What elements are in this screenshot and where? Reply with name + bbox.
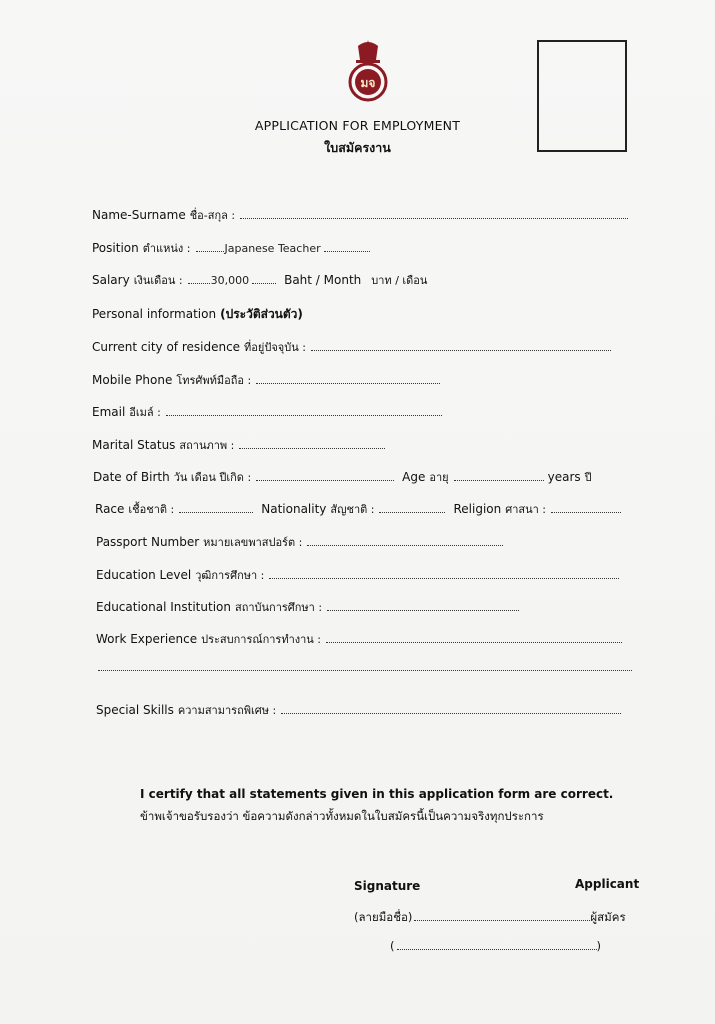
salary-dots-after: [252, 273, 276, 284]
passport-label: Passport Number: [96, 535, 200, 549]
work-field[interactable]: [326, 632, 622, 643]
printed-name-row: [390, 939, 601, 953]
position-dots-after: [324, 241, 370, 252]
salary-label: Salary: [92, 273, 130, 287]
email-field[interactable]: [166, 405, 442, 416]
religion-label: Religion: [453, 502, 502, 516]
form-title: APPLICATION FOR EMPLOYMENT: [254, 118, 461, 133]
signature-label: Signature: [354, 879, 421, 893]
nationality-field[interactable]: [379, 502, 445, 513]
salary-unit-thai: บาท / เดือน: [371, 274, 428, 287]
email-label-thai: อีเมล์ :: [129, 406, 161, 419]
city-label-thai: ที่อยู่ปัจจุบัน :: [244, 341, 306, 354]
age-field[interactable]: [454, 470, 544, 481]
printed-name-field[interactable]: [397, 939, 597, 950]
institution-field[interactable]: [327, 600, 519, 611]
city-field[interactable]: [311, 340, 611, 351]
salary-label-thai: เงินเดือน :: [133, 274, 183, 287]
marital-label-thai: สถานภาพ :: [179, 439, 235, 452]
name-row: [92, 206, 628, 224]
work-field-line-2[interactable]: [98, 660, 632, 671]
city-row: [92, 338, 611, 356]
work-label: Work Experience: [96, 632, 198, 646]
personal-info-heading: [92, 305, 306, 324]
email-label: Email: [92, 405, 126, 419]
salary-row: [92, 271, 430, 289]
position-label: Position: [92, 241, 139, 255]
age-label-thai: อายุ: [429, 471, 449, 484]
email-row: [92, 403, 442, 421]
name-label: Name-Surname: [92, 208, 186, 222]
age-label: Age: [402, 470, 426, 484]
certification-statement-thai: ข้าพเจ้าขอรับรองว่า ข้อความดังกล่าวทั้งหมดในใบสมัครนี้เป็นความจริงทุกประการ: [140, 809, 544, 823]
institution-row: [96, 598, 519, 616]
position-dots-before: [196, 241, 224, 252]
skills-field[interactable]: [281, 703, 621, 714]
form-title-thai: ใบสมัครงาน: [324, 140, 391, 155]
applicant-label: Applicant: [575, 877, 640, 891]
nationality-label-thai: สัญชาติ :: [330, 503, 375, 516]
position-label-thai: ตำแหน่ง :: [142, 242, 191, 255]
position-value[interactable]: Japanese Teacher: [224, 242, 321, 255]
signature-thai-label: (ลายมือชื่อ): [354, 910, 413, 924]
passport-label-thai: หมายเลขพาสปอร์ต :: [203, 536, 303, 549]
applicant-thai-label: ผู้สมัคร: [590, 910, 626, 924]
marital-label: Marital Status: [92, 438, 176, 452]
salary-dots-before: [188, 273, 210, 284]
years-label: years: [547, 470, 581, 484]
mobile-label-thai: โทรศัพท์มือถือ :: [176, 374, 252, 387]
name-field[interactable]: [240, 208, 628, 219]
religion-field[interactable]: [551, 502, 621, 513]
skills-label-thai: ความสามารถพิเศษ :: [177, 704, 277, 717]
dob-label: Date of Birth: [93, 470, 170, 484]
education-label-thai: วุฒิการศึกษา :: [195, 569, 265, 582]
mobile-label: Mobile Phone: [92, 373, 173, 387]
nationality-label: Nationality: [261, 502, 327, 516]
work-row-continued: [96, 660, 632, 671]
name-label-thai: ชื่อ-สกุล :: [189, 209, 236, 222]
education-label: Education Level: [96, 568, 192, 582]
paren-close: ): [596, 939, 601, 953]
education-field[interactable]: [269, 568, 619, 579]
mobile-row: [92, 371, 440, 389]
dob-field[interactable]: [256, 470, 394, 481]
signature-line-row: [354, 909, 626, 927]
signature-field[interactable]: [414, 910, 590, 921]
marital-field[interactable]: [239, 438, 385, 449]
religion-label-thai: ศาสนา :: [505, 503, 547, 516]
dob-label-thai: วัน เดือน ปีเกิด :: [173, 471, 252, 484]
mobile-field[interactable]: [256, 373, 440, 384]
passport-row: [96, 533, 503, 551]
race-label-thai: เชื้อชาติ :: [128, 503, 175, 516]
race-label: Race: [95, 502, 125, 516]
skills-label: Special Skills: [96, 703, 174, 717]
work-label-thai: ประสบการณ์การทำงาน :: [201, 633, 322, 646]
city-label: Current city of residence: [92, 340, 241, 354]
institution-label-thai: สถาบันการศึกษา :: [234, 601, 323, 614]
personal-info-label: Personal information: [92, 307, 217, 321]
salary-value[interactable]: 30,000: [210, 274, 250, 287]
personal-info-label-thai: (ประวัติส่วนตัว): [220, 307, 303, 321]
dob-row: [93, 468, 595, 486]
certification-statement: I certify that all statements given in this application form are correct.: [140, 787, 614, 801]
passport-field[interactable]: [307, 535, 503, 546]
years-label-thai: ปี: [584, 471, 592, 484]
photo-box: [537, 40, 627, 152]
position-row: [92, 239, 370, 257]
marital-row: [92, 436, 385, 454]
paren-open: (: [390, 939, 395, 953]
skills-row: [96, 701, 621, 719]
svg-text:มจ: มจ: [360, 76, 376, 90]
institution-label: Educational Institution: [96, 600, 231, 614]
race-row: [95, 500, 621, 518]
work-row: [96, 630, 622, 648]
salary-unit: Baht / Month: [284, 273, 362, 287]
race-field[interactable]: [179, 502, 253, 513]
education-row: [96, 566, 619, 584]
school-emblem-logo: [346, 38, 390, 104]
